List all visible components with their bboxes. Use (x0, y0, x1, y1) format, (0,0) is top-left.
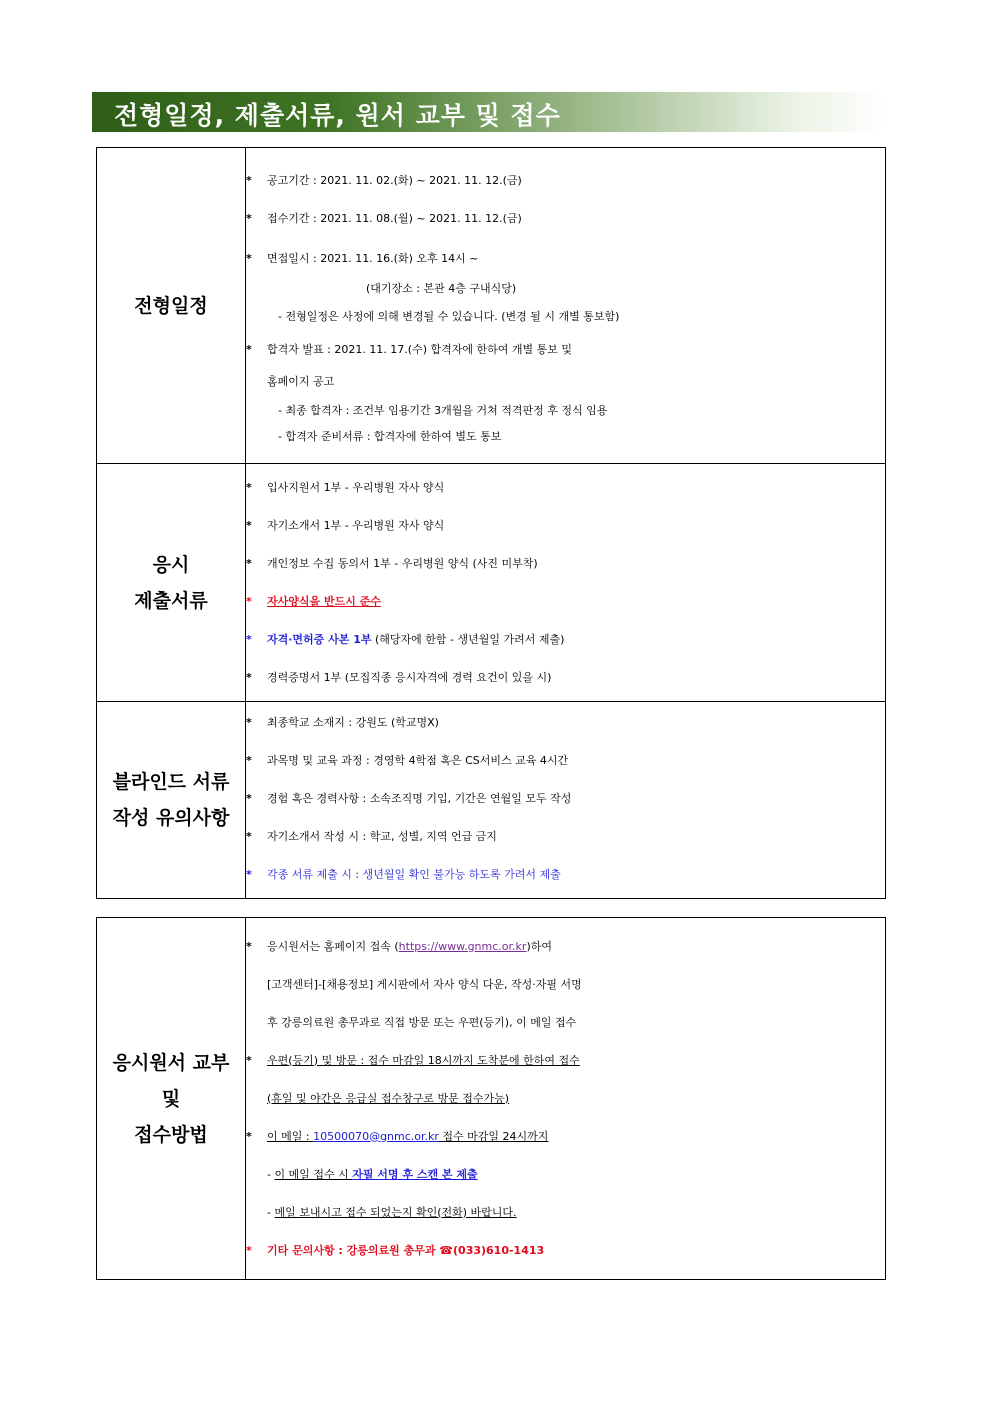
schedule-item-waiting-place: (대기장소 : 본관 4층 구내식당) (366, 281, 517, 295)
app-note-email: 이 메일 접수 시 (274, 1167, 353, 1181)
email-link[interactable]: 10500070@gnmc.or.kr (313, 1129, 439, 1143)
application-row (97, 918, 886, 1280)
blind-body: * 최종학교 소재지 : 강원도 (학교명X) * 과목명 및 교육 과정 : 경영학 4학점 혹은 CS서비스 교육 4시간 * 경험 혹은 경력사항 : 소속조직명 기입, 기간은 연월일 모두 작성 * 자기소개서 작성 시 : 학교, 성별, 지역 언급 금지 * 각종 서류 제출 시 : 생년월일 확인 불가능 하도록 가려서 제출 (246, 702, 886, 899)
application-body: * 응시원서는 홈페이지 접속 (https://www.gnmc.or.kr)하여 [고객센터]-[채용정보] 게시판에서 자사 양식 다운, 작성·자필 서명 후 강릉의료원 총무과로 직접 방문 또는 우편(등기), 이 메일 접수 * 우편(등기) 및 방문 : 접수 마감일 18시까지 도착분에 한하여 접수 (휴일 및 야간은 응급실 접수창구로 방문 접수가능) * 이 메일 : 10500070@gnmc.or.kr 접수 마감일 24시까지 - 이 메일 접수 시 자필 서명 후 스캔 본 제출 - 메일 보내시고 접수 되었는지 확인(전화) 바랍니다. * 기타 문의사항 : 강릉의료원 총무과 ☎(033)610-1413 (246, 918, 886, 1280)
app-item-submit: 후 강릉의료원 총무과로 직접 방문 또는 우편(등기), 이 메일 접수 (267, 1015, 577, 1029)
documents-body: * 입사지원서 1부 - 우리병원 자사 양식 * 자기소개서 1부 - 우리병원 자사 양식 * 개인정보 수집 동의서 1부 - 우리병원 양식 (사진 미부착) * 자사양식을 반드시 준수 * 자격·면허증 사본 1부 (해당자에 한함 - 생년월일 가려서 제출) * 경력증명서 1부 (모집직종 응시자격에 경력 요건이 있을 시) (246, 464, 886, 702)
schedule-row (97, 148, 886, 464)
schedule-item-result-cont: 홈페이지 공고 (267, 374, 335, 388)
blind-item-intro: 자기소개서 작성 시 : 학교, 성별, 지역 언급 금지 (267, 830, 497, 843)
blind-item-hide-birth: 각종 서류 제출 시 : 생년월일 확인 불가능 하도록 가려서 제출 (267, 868, 561, 881)
blind-item-course: 과목명 및 교육 과정 : 경영학 4학점 혹은 CS서비스 교육 4시간 (267, 754, 569, 767)
blind-item-experience: 경험 혹은 경력사항 : 소속조직명 기입, 기간은 연월일 모두 작성 (267, 792, 572, 805)
schedule-item-announce: 공고기간 : 2021. 11. 02.(화) ~ 2021. 11. 12.(금) (267, 173, 522, 187)
doc-item-application: 입사지원서 1부 - 우리병원 자사 양식 (267, 480, 445, 494)
app-note-signature: 자필 서명 후 스캔 본 제출 (352, 1167, 478, 1181)
app-item-mail-visit: 우편(등기) 및 방문 : 접수 마감일 18시까지 도착분에 한하여 접수 (267, 1053, 580, 1067)
doc-item-career: 경력증명서 1부 (모집직종 응시자격에 경력 요건이 있을 시) (267, 670, 552, 684)
application-table (96, 917, 886, 1280)
doc-item-own-form: 자사양식을 반드시 준수 (267, 594, 381, 608)
app-note-confirm: 메일 보내시고 접수 되었는지 확인(전화) 바랍니다. (274, 1205, 517, 1219)
section-title-bar (92, 92, 886, 132)
schedule-item-result: 합격자 발표 : 2021. 11. 17.(수) 합격자에 한하여 개별 통보 및 (267, 342, 572, 356)
blind-row (97, 702, 886, 899)
section-title: 전형일정, 제출서류, 원서 교부 및 접수 (114, 101, 561, 130)
schedule-note-change: - 전형일정은 사정에 의해 변경될 수 있습니다. (변경 될 시 개별 통보함) (278, 309, 620, 323)
doc-item-intro: 자기소개서 1부 - 우리병원 자사 양식 (267, 518, 445, 532)
blind-header: 블라인드 서류 작성 유의사항 (97, 702, 246, 899)
homepage-link[interactable]: https://www.gnmc.or.kr (398, 939, 527, 953)
application-header: 응시원서 교부 및 접수방법 (97, 918, 246, 1280)
doc-item-privacy: 개인정보 수집 동의서 1부 - 우리병원 양식 (사진 미부착) (267, 556, 538, 570)
documents-row (97, 464, 886, 702)
schedule-header: 전형일정 (97, 148, 246, 464)
app-item-holiday: (휴일 및 야간은 응급실 접수창구로 방문 접수가능) (267, 1091, 510, 1105)
schedule-item-receipt: 접수기간 : 2021. 11. 08.(월) ~ 2021. 11. 12.(금) (267, 211, 522, 225)
schedule-body: * 공고기간 : 2021. 11. 02.(화) ~ 2021. 11. 12.(금) * 접수기간 : 2021. 11. 08.(월) ~ 2021. 11. 12.(금) * 면접일시 : 2021. 11. 16.(화) 오후 14시 ~ (대기장소 : 본관 4층 구내식당) - 전형일정은 사정에 의해 변경될 수 있습니다. (변경 될 시 개별 통보함) * 합격자 발표 : 2021. 11. 17.(수) 합격자에 한하여 개별 통보 및 홈페이지 공고 - 최종 합격자 : 조건부 임용기간 3개월을 거쳐 적격판정 후 정식 임용 - 합격자 준비서류 : 합격자에 한하여 별도 통보 (246, 148, 886, 464)
schedule-item-interview: 면접일시 : 2021. 11. 16.(화) 오후 14시 ~ (267, 251, 479, 265)
schedule-note-docs: - 합격자 준비서류 : 합격자에 한하여 별도 통보 (278, 429, 502, 443)
schedule-note-final: - 최종 합격자 : 조건부 임용기간 3개월을 거쳐 적격판정 후 정식 임용 (278, 403, 608, 417)
doc-item-license-note: (해당자에 한함 - 생년월일 가려서 제출) (371, 632, 565, 646)
doc-item-license: 자격·면허증 사본 1부 (267, 632, 372, 646)
blind-item-school: 최종학교 소재지 : 강원도 (학교명X) (267, 716, 439, 729)
app-contact: 기타 문의사항 : 강릉의료원 총무과 ☎(033)610-1413 (267, 1243, 545, 1257)
documents-header: 응시 제출서류 (97, 464, 246, 702)
schedule-documents-table (96, 147, 886, 899)
app-item-board: [고객센터]-[채용정보] 게시판에서 자사 양식 다운, 작성·자필 서명 (267, 977, 582, 991)
